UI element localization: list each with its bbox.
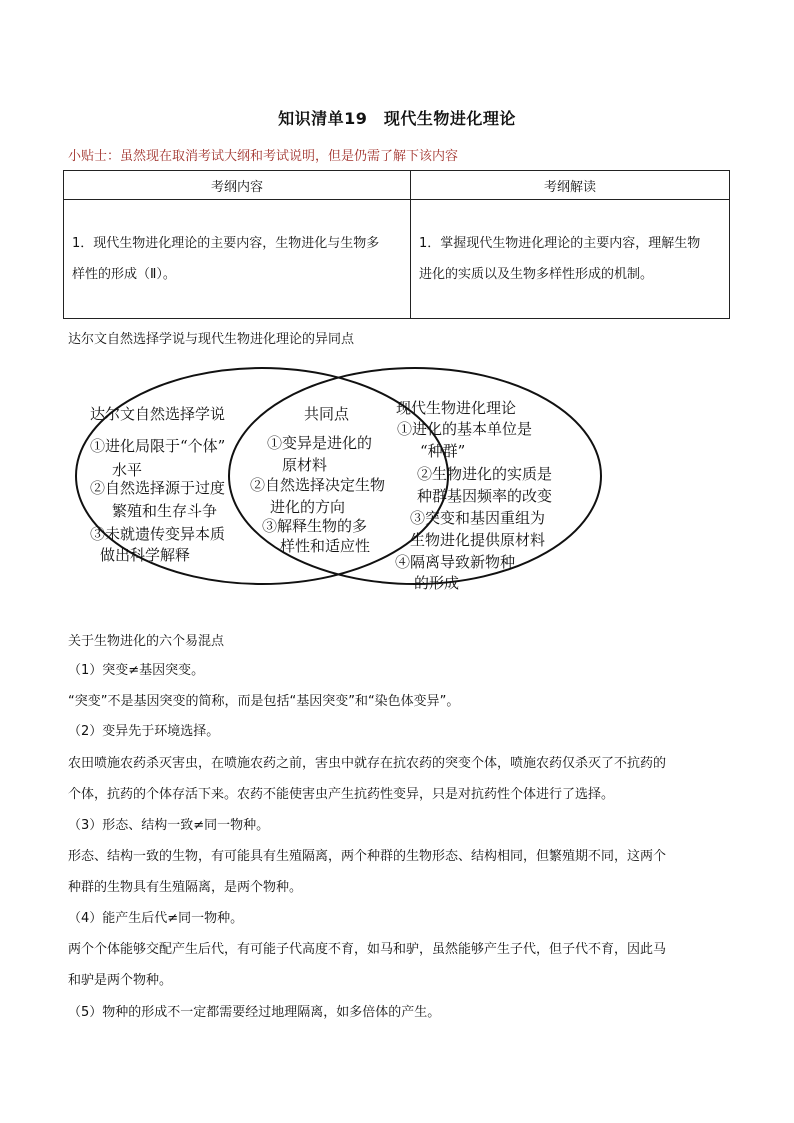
paragraph-line: 种群的生物具有生殖隔离，是两个物种。 xyxy=(68,880,303,895)
table-row xyxy=(64,200,730,319)
paragraph-line: 和驴是两个物种。 xyxy=(68,973,173,988)
right-line: “种群” xyxy=(420,442,466,460)
section-title: 关于生物进化的六个易混点 xyxy=(68,634,225,649)
paragraph-line: “突变”不是基因突变的简称，而是包括“基因突变”和“染色体变异”。 xyxy=(68,694,460,709)
middle-title: 共同点 xyxy=(304,405,350,423)
right-line: 生物进化提供原材料 xyxy=(410,531,546,549)
middle-line: 样性和适应性 xyxy=(280,537,371,555)
paragraph-line: （3）形态、结构一致≠同一物种。 xyxy=(68,818,270,833)
left-line: 水平 xyxy=(112,461,143,479)
table-header-cell: 考纲解读 xyxy=(411,171,730,200)
middle-line: ③解释生物的多 xyxy=(262,517,368,535)
page-title: 知识清单19 现代生物进化理论 xyxy=(278,109,516,128)
right-line: ③突变和基因重组为 xyxy=(410,509,546,527)
paragraph-line: （1）突变≠基因突变。 xyxy=(68,663,205,678)
middle-line: 原材料 xyxy=(282,456,328,474)
venn-diagram xyxy=(70,362,610,612)
middle-line: ②自然选择决定生物 xyxy=(250,476,386,494)
tip-note: 小贴士：虽然现在取消考试大纲和考试说明，但是仍需了解下该内容 xyxy=(68,149,459,164)
right-line: 的形成 xyxy=(414,574,460,592)
left-line: ③未就遗传变异本质 xyxy=(90,525,226,543)
middle-line: 进化的方向 xyxy=(270,498,346,516)
table-cell xyxy=(64,200,411,319)
paragraph-line: 个体，抗药的个体存活下来。农药不能使害虫产生抗药性变异，只是对抗药性个体进行了选择。 xyxy=(68,787,615,802)
right-line: ①进化的基本单位是 xyxy=(397,420,533,438)
paragraph-line: 农田喷施农药杀灭害虫，在喷施农药之前，害虫中就存在抗农药的突变个体，喷施农药仅杀灭了不抗药的 xyxy=(68,756,667,771)
right-line: 种群基因频率的改变 xyxy=(417,487,553,505)
left-line: ①进化局限于“个体” xyxy=(90,437,226,455)
right-line: ④隔离导致新物种 xyxy=(395,553,516,571)
cell-line: 1．现代生物进化理论的主要内容，生物进化与生物多 xyxy=(72,236,380,251)
paragraph-line: 形态、结构一致的生物，有可能具有生殖隔离，两个种群的生物形态、结构相同，但繁殖期不同，这两个 xyxy=(68,849,667,864)
diagram-caption: 达尔文自然选择学说与现代生物进化理论的异同点 xyxy=(68,332,355,347)
paragraph-line: （5）物种的形成不一定都需要经过地理隔离，如多倍体的产生。 xyxy=(68,1005,441,1020)
middle-line: ①变异是进化的 xyxy=(267,434,373,452)
table-header-cell: 考纲内容 xyxy=(64,171,411,200)
left-line: 繁殖和生存斗争 xyxy=(112,502,218,520)
right-title: 现代生物进化理论 xyxy=(396,399,517,417)
cell-line: 样性的形成（Ⅱ）。 xyxy=(72,267,176,282)
left-title: 达尔文自然选择学说 xyxy=(90,405,226,423)
cell-line: 进化的实质以及生物多样性形成的机制。 xyxy=(419,267,654,282)
cell-line: 1．掌握现代生物进化理论的主要内容，理解生物 xyxy=(419,236,701,251)
paragraph-line: （4）能产生后代≠同一物种。 xyxy=(68,911,244,926)
right-line: ②生物进化的实质是 xyxy=(417,465,553,483)
left-line: 做出科学解释 xyxy=(100,546,191,564)
left-line: ②自然选择源于过度 xyxy=(90,479,226,497)
paragraph-line: 两个个体能够交配产生后代，有可能子代高度不育，如马和驴，虽然能够产生子代，但子代不育，因此马 xyxy=(68,942,667,957)
table-cell xyxy=(411,200,730,319)
table-header-row xyxy=(64,171,730,200)
paragraph-line: （2）变异先于环境选择。 xyxy=(68,724,220,739)
syllabus-table xyxy=(63,170,730,319)
